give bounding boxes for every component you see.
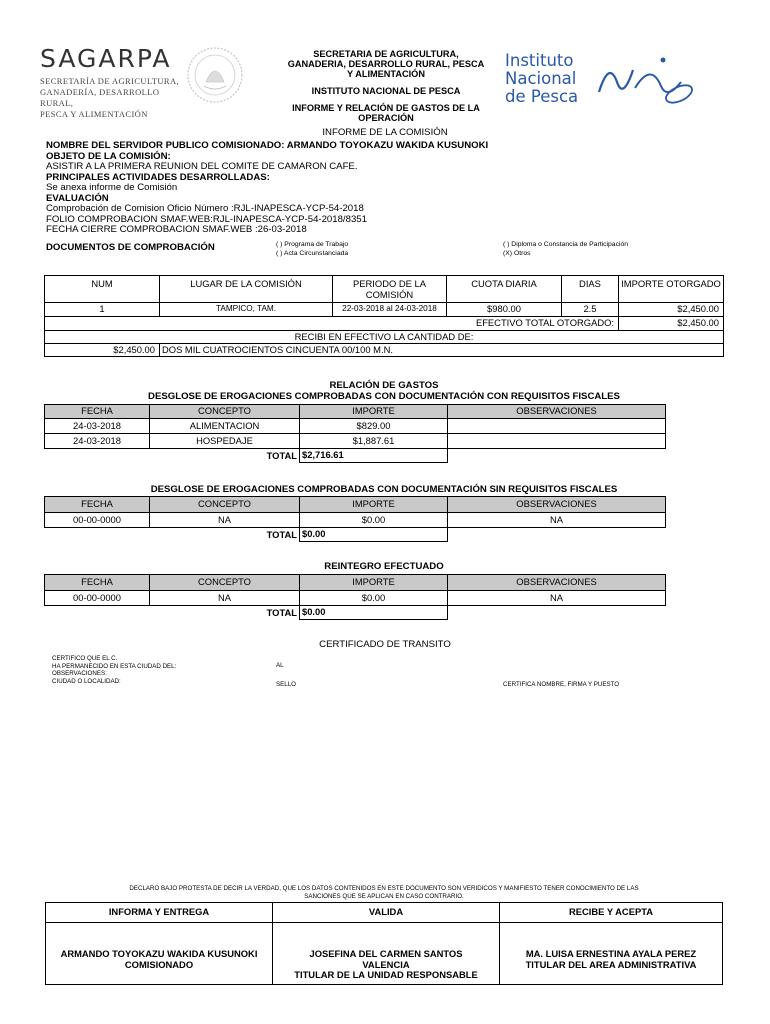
cell (448, 419, 666, 434)
table-row (45, 303, 724, 317)
recibi-row (45, 331, 724, 344)
signatures-header-row (46, 903, 723, 923)
relacion-title: RELACIÓN DE GASTOS DESGLOSE DE EROGACIONES COMPROBADAS CON DOCUMENTACIÓN CON REQUISITOS FISCALES (148, 380, 620, 402)
transito-fields: CERTIFICO QUE EL C. HA PERMANECIDO EN ESTA CIUDAD DEL: OBSERVACIONES: CIUDAD O LOCALIDAD: (52, 655, 177, 685)
docs-options-left: ( ) Programa de Trabajo ( ) Acta Circunstanciada (276, 241, 349, 257)
cantidad-letra: DOS MIL CUATROCIENTOS CINCUENTA 00/100 M.N. (160, 344, 724, 357)
evaluacion-line: FOLIO COMPROBACION SMAF.WEB:RJL-INAPESCA-YCP-54-2018/8351 (46, 213, 367, 225)
table-row (45, 591, 666, 606)
table-header-row (45, 497, 666, 513)
col-header: CUOTA DIARIA (447, 276, 562, 303)
cell: NA (448, 513, 666, 528)
transito-al: AL (276, 662, 284, 669)
inp-logo-text: Instituto Nacional de Pesca (505, 51, 579, 106)
recibi-label: RECIBI EN EFECTIVO LA CANTIDAD DE: (45, 331, 724, 344)
col-header: FECHA (45, 575, 150, 591)
signature-recibe: MA. LUISA ERNESTINA AYALA PEREZ TITULAR DEL AREA ADMINISTRATIVA (500, 923, 723, 985)
col-header: FECHA (45, 497, 150, 513)
cell: $980.00 (447, 303, 562, 317)
cell: 00-00-0000 (45, 513, 150, 528)
sagarpa-logo (40, 46, 180, 120)
cell: $2,450.00 (619, 303, 724, 317)
cell: $829.00 (300, 419, 448, 434)
col-header: DIAS (562, 276, 619, 303)
reintegro-table (44, 574, 666, 620)
institute-name: INSTITUTO NACIONAL DE PESCA (311, 86, 461, 96)
cantidad-row (45, 344, 724, 357)
signature-header: INFORMA Y ENTREGA (46, 903, 273, 923)
signature-header: VALIDA (273, 903, 500, 923)
efectivo-label: EFECTIVO TOTAL OTORGADO: (45, 317, 619, 331)
actividades-label: PRINCIPALES ACTIVIDADES DESARROLLADAS: (46, 171, 270, 183)
cell: $1,887.61 (300, 434, 448, 449)
reintegro-title: REINTEGRO EFECTUADO (324, 561, 444, 572)
cell: NA (448, 591, 666, 606)
col-header: CONCEPTO (150, 575, 300, 591)
sagarpa-wordmark: SAGARPA (40, 44, 172, 73)
mexico-seal-icon (186, 46, 244, 104)
transito-sello: SELLO (276, 681, 296, 688)
cell (448, 434, 666, 449)
docs-options-right: ( ) Diploma o Constancia de Participación (X) Otros (503, 241, 629, 257)
total-row (45, 606, 666, 620)
table-row (45, 434, 666, 449)
transito-certifica: CERTIFICA NOMBRE, FIRMA Y PUESTO (503, 681, 620, 688)
col-header: IMPORTE OTORGADO (619, 276, 724, 303)
table-row (45, 513, 666, 528)
cell: 22-03-2018 al 24-03-2018 (333, 303, 447, 317)
cell: TAMPICO, TAM. (160, 303, 333, 317)
efectivo-row (45, 317, 724, 331)
col-header: NUM (45, 276, 160, 303)
table-header-row (45, 405, 666, 419)
cantidad-value: $2,450.00 (45, 344, 160, 357)
objeto-label: OBJETO DE LA COMISIÓN: (46, 150, 171, 162)
cell: 00-00-0000 (45, 591, 150, 606)
col-header: LUGAR DE LA COMISIÓN (160, 276, 333, 303)
report-title: INFORME Y RELACIÓN DE GASTOS DE LA OPERACIÓN (292, 103, 480, 123)
cell: 24-03-2018 (45, 419, 150, 434)
evaluacion-line: FECHA CIERRE COMPROBACION SMAF.WEB :26-03-2018 (46, 224, 307, 235)
relacion-table (44, 404, 666, 463)
col-header: OBSERVACIONES (448, 575, 666, 591)
signature-valida: JOSEFINA DEL CARMEN SANTOS VALENCIA TITULAR DE LA UNIDAD RESPONSABLE (273, 923, 500, 985)
signatures-table (45, 902, 723, 985)
col-header: CONCEPTO (150, 497, 300, 513)
evaluacion-label: EVALUACIÓN (46, 192, 109, 204)
signature-informa: ARMANDO TOYOKAZU WAKIDA KUSUNOKI COMISIONADO (46, 923, 273, 985)
evaluacion-line: Comprobación de Comision Oficio Número :RJL-INAPESCA-YCP-54-2018 (46, 203, 364, 214)
table-row (45, 419, 666, 434)
cell: HOSPEDAJE (150, 434, 300, 449)
col-header: PERIODO DE LA COMISIÓN (333, 276, 447, 303)
efectivo-value: $2,450.00 (619, 317, 724, 331)
informe-title: INFORME DE LA COMISIÓN (322, 127, 448, 138)
col-header: IMPORTE (300, 405, 448, 419)
cell: $0.00 (300, 591, 448, 606)
col-header: OBSERVACIONES (448, 497, 666, 513)
declaracion-text: DECLARO BAJO PROTESTA DE DECIR LA VERDAD, QUE LOS DATOS CONTENIDOS EN ESTE DOCUMENTO SON VERIDICOS Y MANIFIESTO TENER CONOCIMIENTO DE LAS SANCIONES QUE SE APLICAN EN CASO CONTRARIO. (129, 885, 639, 900)
transito-title: CERTIFICADO DE TRANSITO (319, 639, 451, 650)
signatures-row (46, 923, 723, 985)
docs-label: DOCUMENTOS DE COMPROBACIÓN (46, 242, 215, 253)
actividades-text: Se anexa informe de Comisión (46, 182, 178, 193)
sin-requisitos-table (44, 496, 666, 542)
cell: ALIMENTACION (150, 419, 300, 434)
table-header-row (45, 575, 666, 591)
fish-icon (593, 52, 703, 114)
objeto-text: ASISTIR A LA PRIMERA REUNION DEL COMITE DE CAMARON CAFE. (46, 161, 358, 172)
cell: 24-03-2018 (45, 434, 150, 449)
table-header-row (45, 276, 724, 303)
total-value: $2,716.61 (300, 449, 448, 463)
col-header: IMPORTE (300, 575, 448, 591)
cell: 2.5 (562, 303, 619, 317)
total-label: TOTAL (266, 606, 297, 618)
cell: NA (150, 513, 300, 528)
total-value: $0.00 (300, 528, 448, 542)
total-value: $0.00 (300, 606, 448, 620)
comision-table (44, 275, 724, 357)
cell: $0.00 (300, 513, 448, 528)
sin-requisitos-title: DESGLOSE DE EROGACIONES COMPROBADAS CON DOCUMENTACIÓN SIN REQUISITOS FISCALES (150, 484, 618, 495)
cell: 1 (45, 303, 160, 317)
col-header: IMPORTE (300, 497, 448, 513)
signature-header: RECIBE Y ACEPTA (500, 903, 723, 923)
total-label: TOTAL (266, 528, 297, 540)
col-header: FECHA (45, 405, 150, 419)
col-header: CONCEPTO (150, 405, 300, 419)
total-row (45, 528, 666, 542)
col-header: OBSERVACIONES (448, 405, 666, 419)
header-center-text: SECRETARIA DE AGRICULTURA, GANADERIA, DESARROLLO RURAL, PESCA Y ALIMENTACIÓN INSTITUTO NACIONAL DE PESCA INFORME Y RELACIÓN DE GASTOS DE LA OPERACIÓN (270, 49, 502, 123)
inp-logo (505, 52, 705, 114)
total-label: TOTAL (266, 449, 297, 461)
info-block (46, 141, 746, 236)
total-row (45, 449, 666, 463)
sagarpa-subtitle: SECRETARÍA DE AGRICULTURA, GANADERÍA, DESARROLLO RURAL, PESCA Y ALIMENTACIÓN (40, 76, 180, 119)
cell: NA (150, 591, 300, 606)
servidor-publico: NOMBRE DEL SERVIDOR PUBLICO COMISIONADO: ARMANDO TOYOKAZU WAKIDA KUSUNOKI (46, 140, 489, 151)
